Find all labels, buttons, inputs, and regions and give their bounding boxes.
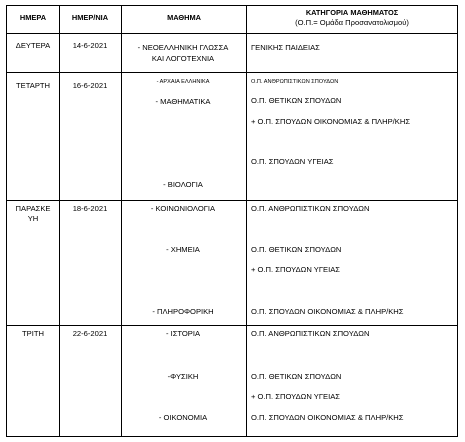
date-cell: 22-6-2021 xyxy=(72,329,108,338)
subject-cell: - ΑΡΧΑΙΑ ΕΛΛΗΝΙΚΑ xyxy=(156,79,210,85)
category-cell: + Ο.Π. ΣΠΟΥΔΩΝ ΥΓΕΙΑΣ xyxy=(251,392,340,401)
exam-schedule-table xyxy=(6,5,458,437)
category-cell: Ο.Π. ΑΝΘΡΩΠΙΣΤΙΚΩΝ ΣΠΟΥΔΩΝ xyxy=(251,79,339,85)
subject-cell: - ΚΟΙΝΩΝΙΟΛΟΓΙΑ xyxy=(150,204,216,213)
subject-cell: - ΙΣΤΟΡΙΑ xyxy=(165,329,201,338)
date-cell: 18-6-2021 xyxy=(72,204,108,213)
day-cell: ΤΕΤΑΡΤΗ xyxy=(15,81,51,90)
subject-cell: - ΝΕΟΕΛΛΗΝΙΚΗ ΓΛΩΣΣΑ xyxy=(137,43,229,52)
subject-cell: ΚΑΙ ΛΟΓΟΤΕΧΝΙΑ xyxy=(151,54,215,63)
category-cell: + Ο.Π. ΣΠΟΥΔΩΝ ΥΓΕΙΑΣ xyxy=(251,265,340,274)
category-cell: Ο.Π. ΘΕΤΙΚΩΝ ΣΠΟΥΔΩΝ xyxy=(251,245,342,254)
category-cell: Ο.Π. ΘΕΤΙΚΩΝ ΣΠΟΥΔΩΝ xyxy=(251,96,342,105)
table-border-right xyxy=(457,5,458,437)
category-cell: Ο.Π. ΘΕΤΙΚΩΝ ΣΠΟΥΔΩΝ xyxy=(251,372,342,381)
subject-cell: - ΜΑΘΗΜΑΤΙΚΑ xyxy=(155,97,211,106)
row-divider xyxy=(6,33,458,34)
header-category: ΚΑΤΗΓΟΡΙΑ ΜΑΘΗΜΑΤΟΣ xyxy=(305,8,399,17)
table-border-top xyxy=(6,5,458,6)
subject-cell: - ΟΙΚΟΝΟΜΙΑ xyxy=(158,413,208,422)
category-cell: ΓΕΝΙΚΗΣ ΠΑΙΔΕΙΑΣ xyxy=(251,43,320,52)
category-cell: Ο.Π. ΑΝΘΡΩΠΙΣΤΙΚΩΝ ΣΠΟΥΔΩΝ xyxy=(251,204,370,213)
header-category-note: (Ο.Π.= Ομάδα Προσανατολισμού) xyxy=(295,18,409,27)
col-divider xyxy=(121,5,122,437)
day-cell: ΠΑΡΑΣΚΕ xyxy=(15,204,51,213)
col-divider xyxy=(246,5,247,437)
row-divider xyxy=(6,72,458,73)
table-border-bottom xyxy=(6,436,458,437)
day-cell: ΤΡΙΤΗ xyxy=(22,329,44,338)
category-cell: Ο.Π. ΑΝΘΡΩΠΙΣΤΙΚΩΝ ΣΠΟΥΔΩΝ xyxy=(251,329,370,338)
category-cell: Ο.Π. ΣΠΟΥΔΩΝ ΥΓΕΙΑΣ xyxy=(251,157,334,166)
day-cell: ΥΗ xyxy=(27,214,39,223)
header-subject: ΜΑΘΗΜΑ xyxy=(167,13,201,22)
category-cell: Ο.Π. ΣΠΟΥΔΩΝ ΟΙΚΟΝΟΜΙΑΣ & ΠΛΗΡ/ΚΗΣ xyxy=(251,413,404,422)
col-divider xyxy=(59,5,60,437)
header-day: ΗΜΕΡΑ xyxy=(19,13,47,22)
subject-cell: -ΦΥΣΙΚΗ xyxy=(167,372,199,381)
table-border-left xyxy=(6,5,7,437)
row-divider xyxy=(6,325,458,326)
date-cell: 16-6-2021 xyxy=(72,81,108,90)
subject-cell: - ΠΛΗΡΟΦΟΡΙΚΗ xyxy=(152,307,214,316)
subject-cell: - ΧΗΜΕΙΑ xyxy=(166,245,200,254)
subject-cell: - ΒΙΟΛΟΓΙΑ xyxy=(163,180,203,189)
row-divider xyxy=(6,200,458,201)
day-cell: ΔΕΥΤΕΡΑ xyxy=(15,41,51,50)
header-date: ΗΜΕΡ/ΝΙΑ xyxy=(71,13,109,22)
date-cell: 14-6-2021 xyxy=(72,41,108,50)
category-cell: + Ο.Π. ΣΠΟΥΔΩΝ ΟΙΚΟΝΟΜΙΑΣ & ΠΛΗΡ/ΚΗΣ xyxy=(251,117,411,126)
category-cell: Ο.Π. ΣΠΟΥΔΩΝ ΟΙΚΟΝΟΜΙΑΣ & ΠΛΗΡ/ΚΗΣ xyxy=(251,307,404,316)
